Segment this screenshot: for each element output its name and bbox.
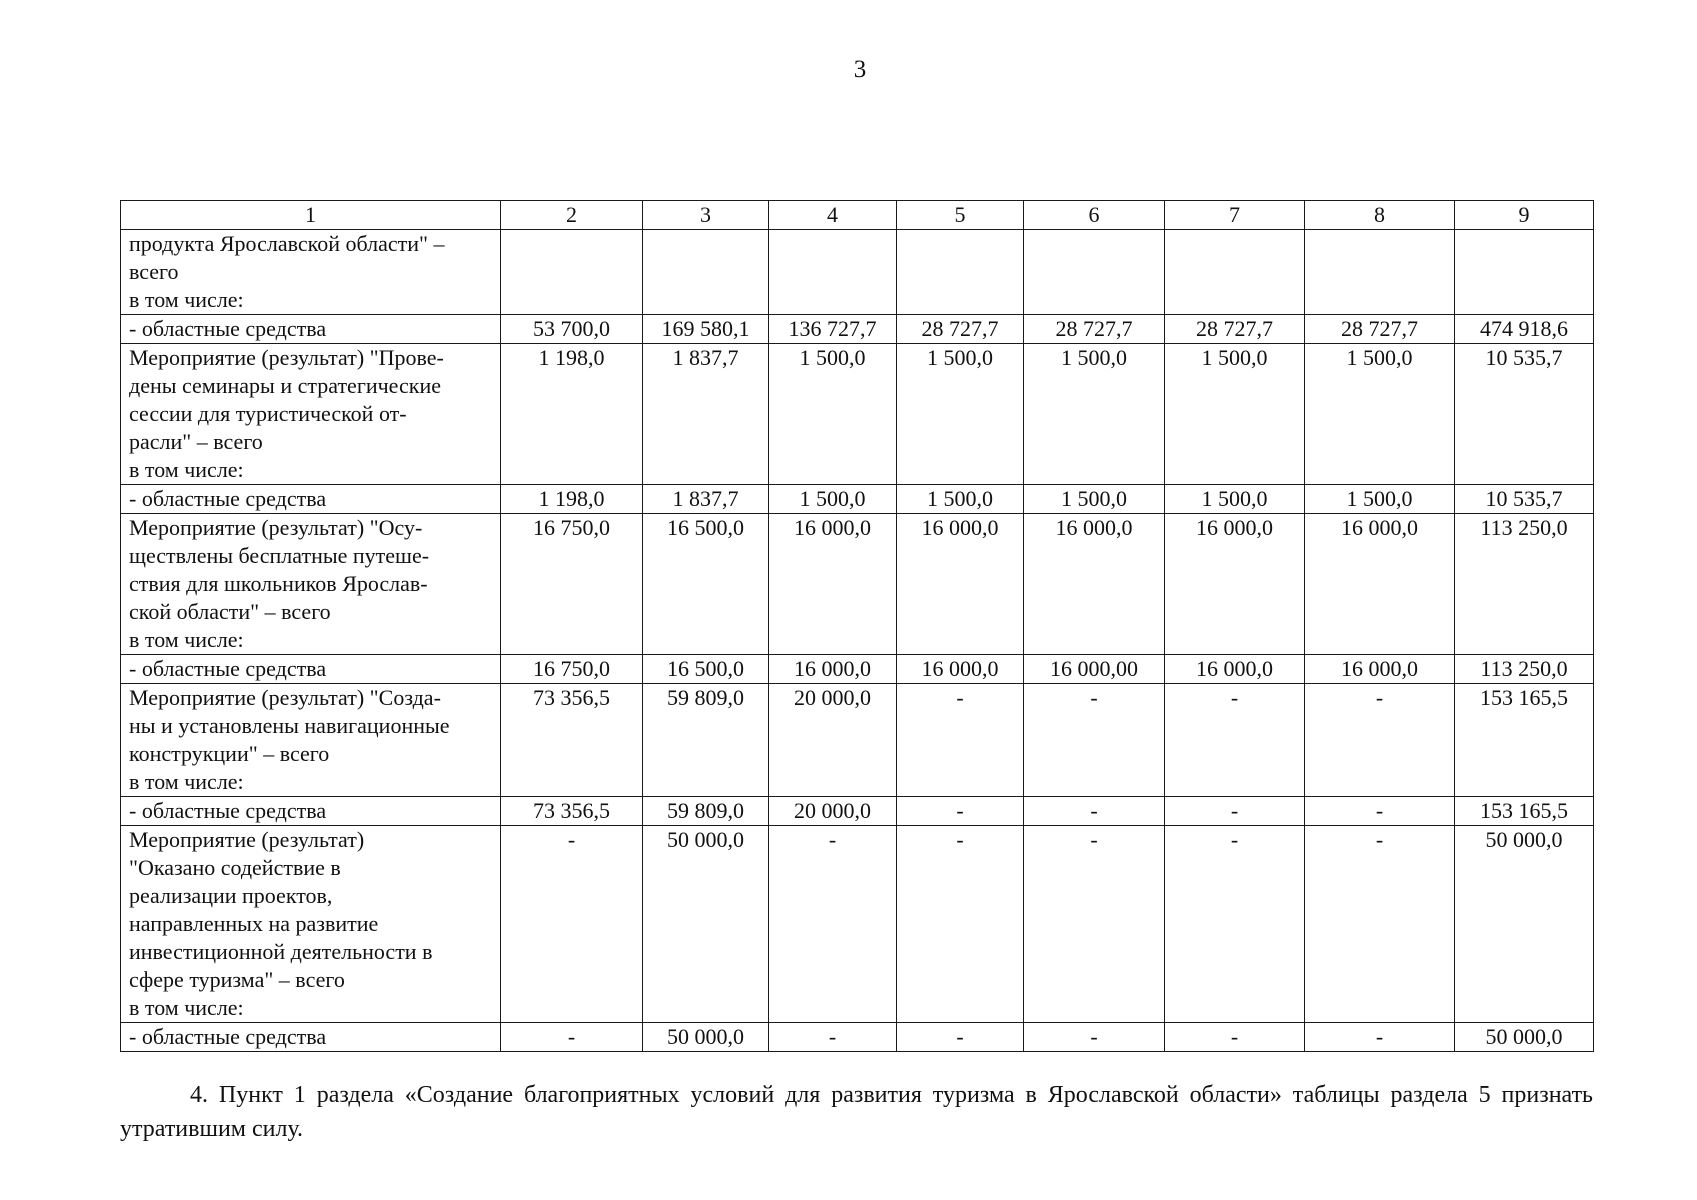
- value-cell: 1 198,0: [501, 485, 643, 514]
- funds-row: [121, 655, 1594, 684]
- value-cell: 16 000,0: [769, 655, 897, 684]
- funds-label: [121, 485, 501, 514]
- label-line: ской области" – всего: [129, 599, 331, 624]
- value-cell: 10 535,7: [1455, 344, 1594, 485]
- activity-row: [121, 344, 1594, 485]
- value-cell: 28 727,7: [1165, 315, 1305, 344]
- table-body: [121, 201, 1594, 1052]
- value-cell: [501, 230, 643, 315]
- value-cell: 50 000,0: [1455, 1023, 1594, 1052]
- paragraph-item-4: 4. Пункт 1 раздела «Создание благоприятных условий для развития туризма в Ярославской области» таблицы раздела 5 признать утратившим силу.: [120, 1082, 1593, 1142]
- value-cell: -: [897, 1023, 1024, 1052]
- label-line: Мероприятие (результат) "Созда-: [129, 685, 441, 710]
- page-number: 3: [853, 56, 867, 83]
- value-cell: -: [1165, 797, 1305, 826]
- label-line: в том числе:: [129, 457, 244, 482]
- value-cell: 20 000,0: [769, 684, 897, 797]
- value-cell: 73 356,5: [501, 684, 643, 797]
- label-line: в том числе:: [129, 627, 244, 652]
- value-cell: 20 000,0: [769, 797, 897, 826]
- label-line: Мероприятие (результат) "Осу-: [129, 515, 423, 540]
- value-cell: -: [1305, 797, 1455, 826]
- label-line: дены семинары и стратегические: [129, 373, 441, 398]
- activity-label: [121, 514, 501, 655]
- label-line: ны и установлены навигационные: [129, 713, 450, 738]
- value-cell: -: [1165, 826, 1305, 1023]
- column-number: 1: [121, 201, 501, 230]
- label-line: - областные средства: [129, 1024, 327, 1049]
- value-cell: [643, 230, 769, 315]
- value-cell: 1 500,0: [1024, 344, 1165, 485]
- value-cell: 136 727,7: [769, 315, 897, 344]
- value-cell: 1 500,0: [1305, 344, 1455, 485]
- value-cell: -: [1165, 684, 1305, 797]
- budget-table: [120, 200, 1594, 1052]
- column-number: 5: [897, 201, 1024, 230]
- value-cell: 10 535,7: [1455, 485, 1594, 514]
- label-line: в том числе:: [129, 769, 244, 794]
- value-cell: -: [1024, 826, 1165, 1023]
- label-line: всего: [129, 259, 179, 284]
- value-cell: -: [897, 797, 1024, 826]
- label-line: - областные средства: [129, 486, 327, 511]
- value-cell: 16 500,0: [643, 655, 769, 684]
- value-cell: 28 727,7: [1024, 315, 1165, 344]
- value-cell: -: [897, 826, 1024, 1023]
- value-cell: 16 750,0: [501, 514, 643, 655]
- value-cell: 16 000,00: [1024, 655, 1165, 684]
- value-cell: 1 500,0: [1165, 485, 1305, 514]
- value-cell: 153 165,5: [1455, 797, 1594, 826]
- value-cell: 1 500,0: [897, 344, 1024, 485]
- funds-row: [121, 797, 1594, 826]
- value-cell: 16 000,0: [1165, 514, 1305, 655]
- value-cell: -: [1305, 1023, 1455, 1052]
- value-cell: [897, 230, 1024, 315]
- value-cell: 1 198,0: [501, 344, 643, 485]
- value-cell: 16 750,0: [501, 655, 643, 684]
- label-line: в том числе:: [129, 287, 244, 312]
- label-line: в том числе:: [129, 995, 244, 1020]
- label-line: ствия для школьников Ярослав-: [129, 571, 428, 596]
- column-number: 9: [1455, 201, 1594, 230]
- label-line: - областные средства: [129, 316, 327, 341]
- label-line: реализации проектов,: [129, 883, 333, 908]
- value-cell: -: [1024, 1023, 1165, 1052]
- value-cell: [1455, 230, 1594, 315]
- funds-label: [121, 1023, 501, 1052]
- value-cell: [1165, 230, 1305, 315]
- value-cell: 50 000,0: [643, 1023, 769, 1052]
- value-cell: 1 500,0: [1024, 485, 1165, 514]
- activity-row: [121, 514, 1594, 655]
- column-number: 7: [1165, 201, 1305, 230]
- label-line: Мероприятие (результат): [129, 827, 365, 852]
- activity-label: [121, 344, 501, 485]
- value-cell: 16 500,0: [643, 514, 769, 655]
- value-cell: 474 918,6: [1455, 315, 1594, 344]
- value-cell: 1 837,7: [643, 344, 769, 485]
- value-cell: [1024, 230, 1165, 315]
- value-cell: -: [769, 826, 897, 1023]
- activity-label: [121, 230, 501, 315]
- value-cell: [1305, 230, 1455, 315]
- column-number: 2: [501, 201, 643, 230]
- label-line: продукта Ярославской области" –: [129, 231, 445, 256]
- value-cell: 50 000,0: [1455, 826, 1594, 1023]
- value-cell: -: [501, 1023, 643, 1052]
- value-cell: 1 500,0: [1165, 344, 1305, 485]
- value-cell: -: [1305, 684, 1455, 797]
- column-number: 6: [1024, 201, 1165, 230]
- value-cell: [769, 230, 897, 315]
- label-line: ществлены бесплатные путеше-: [129, 543, 430, 568]
- label-line: конструкции" – всего: [129, 741, 330, 766]
- value-cell: 16 000,0: [1165, 655, 1305, 684]
- value-cell: 59 809,0: [643, 797, 769, 826]
- label-line: - областные средства: [129, 798, 327, 823]
- value-cell: 28 727,7: [897, 315, 1024, 344]
- value-cell: 153 165,5: [1455, 684, 1594, 797]
- label-line: направленных на развитие: [129, 911, 379, 936]
- value-cell: 50 000,0: [643, 826, 769, 1023]
- activity-row: [121, 684, 1594, 797]
- value-cell: 1 500,0: [1305, 485, 1455, 514]
- value-cell: 1 500,0: [769, 344, 897, 485]
- value-cell: 16 000,0: [1305, 655, 1455, 684]
- value-cell: 16 000,0: [769, 514, 897, 655]
- value-cell: 1 500,0: [897, 485, 1024, 514]
- label-line: сессии для туристической от-: [129, 401, 407, 426]
- label-line: "Оказано содействие в: [129, 855, 341, 880]
- value-cell: 53 700,0: [501, 315, 643, 344]
- activity-row: [121, 230, 1594, 315]
- value-cell: 16 000,0: [1305, 514, 1455, 655]
- value-cell: -: [1165, 1023, 1305, 1052]
- value-cell: 169 580,1: [643, 315, 769, 344]
- label-line: сфере туризма" – всего: [129, 967, 345, 992]
- funds-row: [121, 315, 1594, 344]
- funds-row: [121, 1023, 1594, 1052]
- value-cell: -: [897, 684, 1024, 797]
- value-cell: 59 809,0: [643, 684, 769, 797]
- column-number-row: [121, 201, 1594, 230]
- funds-label: [121, 655, 501, 684]
- value-cell: -: [1024, 797, 1165, 826]
- value-cell: 1 837,7: [643, 485, 769, 514]
- value-cell: 28 727,7: [1305, 315, 1455, 344]
- activity-label: [121, 684, 501, 797]
- value-cell: -: [501, 826, 643, 1023]
- funds-label: [121, 315, 501, 344]
- activity-row: [121, 826, 1594, 1023]
- value-cell: -: [1024, 684, 1165, 797]
- value-cell: 16 000,0: [897, 655, 1024, 684]
- column-number: 8: [1305, 201, 1455, 230]
- value-cell: 1 500,0: [769, 485, 897, 514]
- value-cell: 73 356,5: [501, 797, 643, 826]
- label-line: Мероприятие (результат) "Прове-: [129, 345, 444, 370]
- column-number: 4: [769, 201, 897, 230]
- value-cell: 16 000,0: [1024, 514, 1165, 655]
- activity-label: [121, 826, 501, 1023]
- funds-label: [121, 797, 501, 826]
- funds-row: [121, 485, 1594, 514]
- value-cell: 16 000,0: [897, 514, 1024, 655]
- label-line: инвестиционной деятельности в: [129, 939, 433, 964]
- column-number: 3: [643, 201, 769, 230]
- label-line: - областные средства: [129, 656, 327, 681]
- label-line: расли" – всего: [129, 429, 263, 454]
- value-cell: 113 250,0: [1455, 514, 1594, 655]
- value-cell: -: [1305, 826, 1455, 1023]
- value-cell: -: [769, 1023, 897, 1052]
- value-cell: 113 250,0: [1455, 655, 1594, 684]
